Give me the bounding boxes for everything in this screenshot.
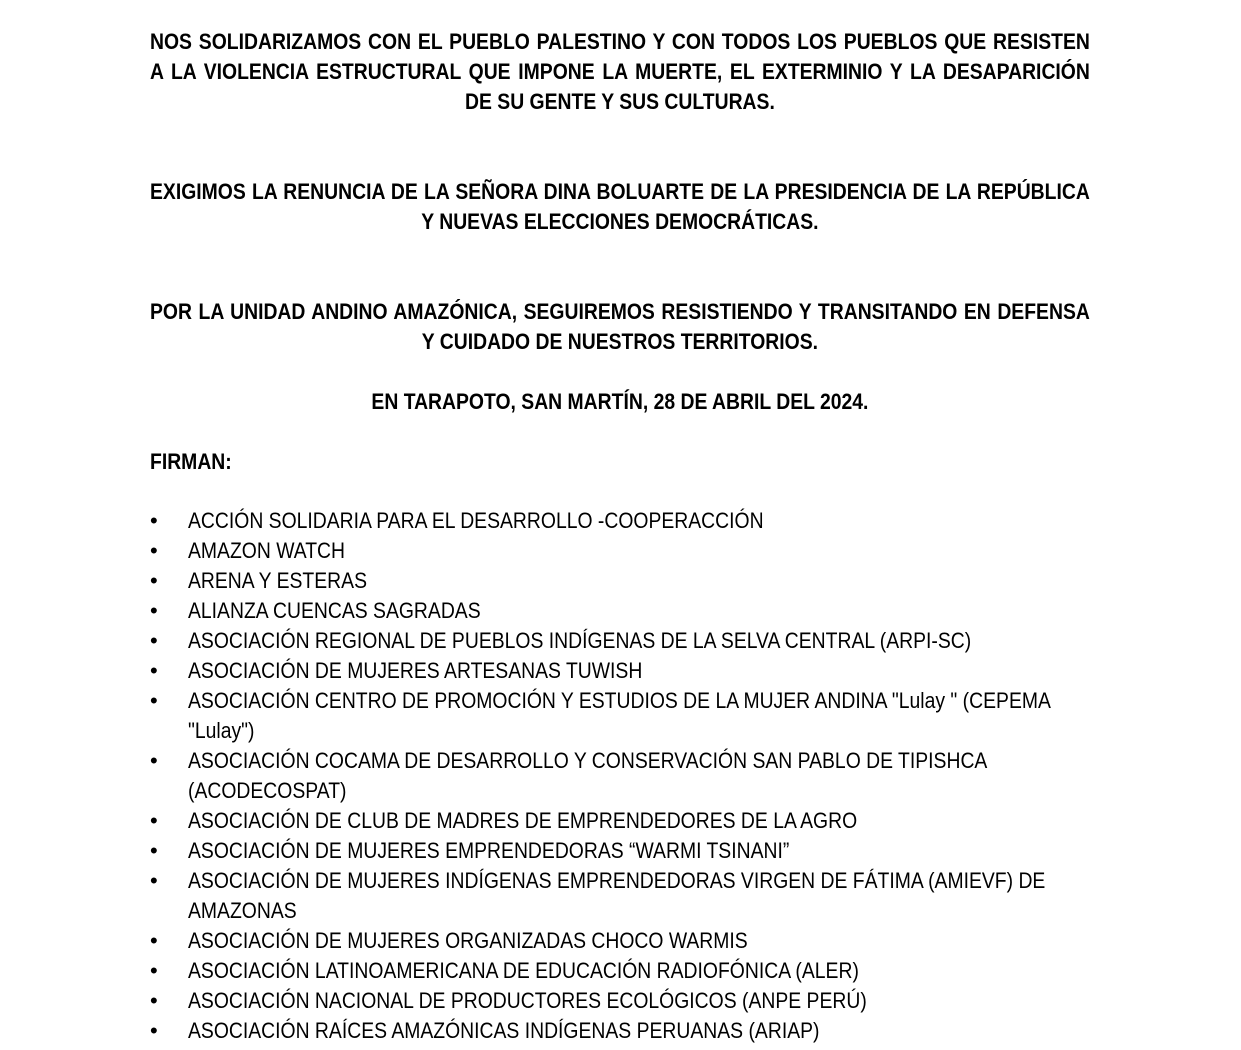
signer-name: ALIANZA CUENCAS SAGRADAS [188,598,481,623]
bullet-icon: • [150,928,158,953]
signer-name: ASOCIACIÓN DE MUJERES ORGANIZADAS CHOCO WARMIS [188,928,748,953]
unity-paragraph: POR LA UNIDAD ANDINO AMAZÓNICA, SEGUIREMOS RESISTIENDO Y TRANSITANDO EN DEFENSA Y CUIDADO DE NUESTROS TERRITORIOS. [150,299,1090,354]
signer-name: ASOCIACIÓN LATINOAMERICANA DE EDUCACIÓN RADIOFÓNICA (ALER) [188,958,859,983]
bullet-icon: • [150,658,158,683]
signer-list-item [150,626,1090,656]
signers-list [150,506,1090,1046]
bullet-icon: • [150,628,158,653]
signer-list-item [150,686,1090,746]
bullet-icon: • [150,748,158,773]
signer-list-item [150,836,1090,866]
signer-name: ASOCIACIÓN DE MUJERES INDÍGENAS EMPRENDEDORAS VIRGEN DE FÁTIMA (AMIEVF) DE AMAZONAS [188,868,1046,923]
signer-list-item [150,926,1090,956]
bullet-icon: • [150,688,158,713]
signer-name: AMAZON WATCH [188,538,346,563]
solidarity-paragraph: NOS SOLIDARIZAMOS CON EL PUEBLO PALESTINO Y CON TODOS LOS PUEBLOS QUE RESISTEN A LA VIOLENCIA ESTRUCTURAL QUE IMPONE LA MUERTE, EL EXTERMINIO Y LA DESAPARICIÓN DE SU GENTE Y SUS CULTURAS. [150,29,1090,114]
signer-name: ASOCIACIÓN DE MUJERES EMPRENDEDORAS “WARMI TSINANI” [188,838,790,863]
bullet-icon: • [150,838,158,863]
signer-name: ARENA Y ESTERAS [188,568,367,593]
signer-name: ASOCIACIÓN DE CLUB DE MADRES DE EMPRENDEDORES DE LA AGRO [188,808,858,833]
signer-name: ASOCIACIÓN RAÍCES AMAZÓNICAS INDÍGENAS PERUANAS (ARIAP) [188,1018,820,1043]
signer-name: ASOCIACIÓN REGIONAL DE PUEBLOS INDÍGENAS DE LA SELVA CENTRAL (ARPI-SC) [188,628,972,653]
bullet-icon: • [150,568,158,593]
signer-name: ASOCIACIÓN COCAMA DE DESARROLLO Y CONSERVACIÓN SAN PABLO DE TIPISHCA (ACODECOSPAT) [188,748,987,803]
signer-list-item [150,536,1090,566]
bullet-icon: • [150,958,158,983]
signer-name: ASOCIACIÓN CENTRO DE PROMOCIÓN Y ESTUDIOS DE LA MUJER ANDINA "Lulay " (CEPEMA "Lulay") [188,688,1050,743]
signer-list-item [150,1016,1090,1046]
signers-heading: FIRMAN: [150,449,232,474]
bullet-icon: • [150,538,158,563]
signer-list-item [150,506,1090,536]
bullet-icon: • [150,868,158,893]
signer-name: ASOCIACIÓN DE MUJERES ARTESANAS TUWISH [188,658,643,683]
place-date: EN TARAPOTO, SAN MARTÍN, 28 DE ABRIL DEL 2024. [371,389,869,414]
signer-name: ACCIÓN SOLIDARIA PARA EL DESARROLLO -COOPERACCIÓN [188,508,764,533]
signer-list-item [150,986,1090,1016]
bullet-icon: • [150,1018,158,1043]
signer-list-item [150,806,1090,836]
signer-list-item [150,866,1090,926]
signer-list-item [150,596,1090,626]
bullet-icon: • [150,808,158,833]
signer-list-item [150,746,1090,806]
signer-name: ASOCIACIÓN NACIONAL DE PRODUCTORES ECOLÓGICOS (ANPE PERÚ) [188,988,867,1013]
signer-list-item [150,656,1090,686]
bullet-icon: • [150,508,158,533]
bullet-icon: • [150,598,158,623]
signer-list-item [150,566,1090,596]
signer-list-item [150,956,1090,986]
bullet-icon: • [150,988,158,1013]
demand-paragraph: EXIGIMOS LA RENUNCIA DE LA SEÑORA DINA BOLUARTE DE LA PRESIDENCIA DE LA REPÚBLICA Y NUEVAS ELECCIONES DEMOCRÁTICAS. [150,179,1090,234]
